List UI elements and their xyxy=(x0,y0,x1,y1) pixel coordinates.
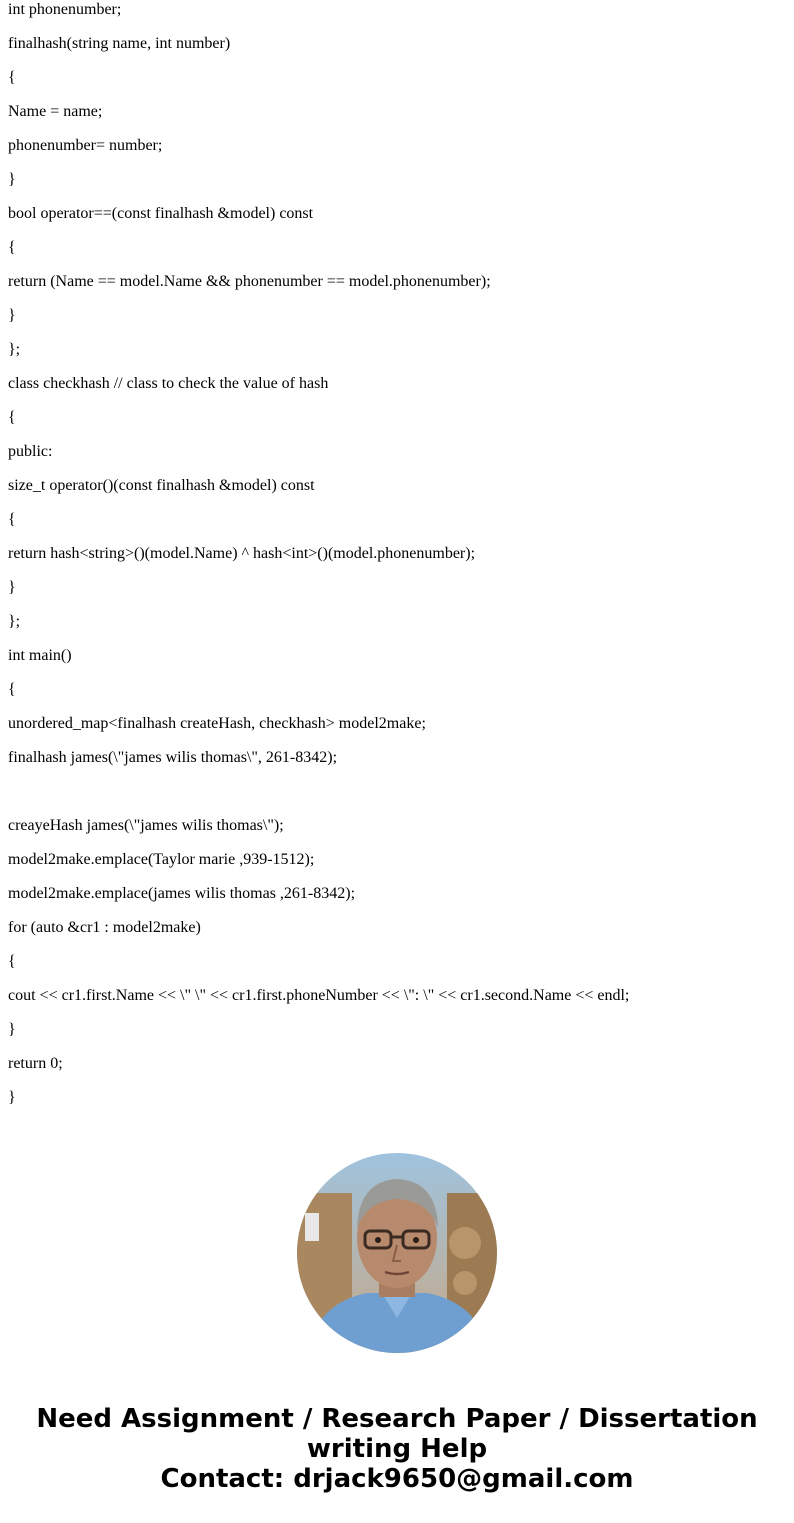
promo-headline: Need Assignment / Research Paper / Dissertation xyxy=(36,1404,758,1434)
code-line: { xyxy=(8,681,16,698)
author-avatar xyxy=(297,1153,497,1353)
code-line: return hash<string>()(model.Name) ^ hash<int>()(model.phonenumber); xyxy=(8,545,476,562)
code-line: int main() xyxy=(8,647,72,664)
code-line: }; xyxy=(8,341,21,358)
code-line xyxy=(8,783,788,817)
code-line: class checkhash // class to check the value of hash xyxy=(8,375,329,392)
code-line: finalhash james(\"james wilis thomas\", 261-8342); xyxy=(8,749,338,766)
code-line: model2make.emplace(james wilis thomas ,261-8342); xyxy=(8,885,356,902)
code-line: unordered_map<finalhash createHash, checkhash> model2make; xyxy=(8,715,426,732)
code-block xyxy=(8,0,788,1123)
code-line: } xyxy=(8,1089,16,1106)
code-line: { xyxy=(8,953,16,970)
code-line: return 0; xyxy=(8,1055,63,1072)
code-line: } xyxy=(8,307,16,324)
code-line: { xyxy=(8,409,16,426)
code-line: } xyxy=(8,579,16,596)
code-line: { xyxy=(8,69,16,86)
promo-contact: Contact: drjack9650@gmail.com xyxy=(160,1464,634,1494)
code-line: creayeHash james(\"james wilis thomas\"); xyxy=(8,817,284,834)
code-line: size_t operator()(const finalhash &model) const xyxy=(8,477,315,494)
code-line: Name = name; xyxy=(8,103,103,120)
code-line: bool operator==(const finalhash &model) const xyxy=(8,205,314,222)
code-line: cout << cr1.first.Name << \" \" << cr1.first.phoneNumber << \": \" << cr1.second.Name << endl; xyxy=(8,987,630,1004)
code-line: { xyxy=(8,239,16,256)
code-line: return (Name == model.Name && phonenumber == model.phonenumber); xyxy=(8,273,491,290)
person-photo-icon xyxy=(297,1153,497,1353)
code-line: for (auto &cr1 : model2make) xyxy=(8,919,201,936)
promo-banner xyxy=(0,1404,794,1494)
code-line: { xyxy=(8,511,16,528)
code-line: phonenumber= number; xyxy=(8,137,163,154)
code-line: model2make.emplace(Taylor marie ,939-1512); xyxy=(8,851,315,868)
code-line: int phonenumber; xyxy=(8,1,122,18)
code-line: finalhash(string name, int number) xyxy=(8,35,231,52)
promo-subheadline: writing Help xyxy=(306,1434,488,1464)
code-line: } xyxy=(8,1021,16,1038)
code-line: public: xyxy=(8,443,53,460)
code-line: } xyxy=(8,171,16,188)
code-line: }; xyxy=(8,613,21,630)
